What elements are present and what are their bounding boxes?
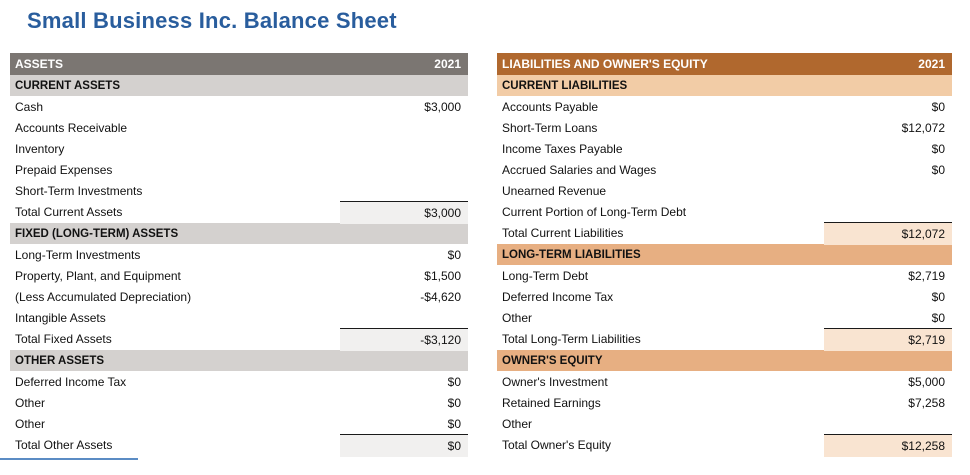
section-header-row — [10, 223, 468, 244]
line-item-label: Long-Term Debt — [502, 268, 589, 283]
line-item-value: $3,000 — [424, 99, 461, 114]
line-item-label: Accounts Payable — [502, 99, 599, 114]
table-header-year: 2021 — [918, 57, 945, 71]
section-header-label: CURRENT ASSETS — [15, 79, 120, 92]
line-item-label: Current Portion of Long-Term Debt — [502, 204, 687, 219]
section-header-row — [10, 75, 468, 96]
section-header-label: OWNER'S EQUITY — [502, 354, 603, 367]
line-item-value: $0 — [931, 141, 945, 156]
total-row — [10, 201, 468, 223]
total-value-cell: -$3,120 — [340, 328, 468, 351]
line-item-label: Intangible Assets — [15, 310, 106, 325]
table-header-label: LIABILITIES AND OWNER'S EQUITY — [502, 57, 708, 71]
page-title: Small Business Inc. Balance Sheet — [27, 8, 397, 33]
line-item-row — [497, 413, 952, 434]
line-item-row — [10, 286, 468, 307]
line-item-row — [497, 138, 952, 159]
total-row — [497, 434, 952, 456]
line-item-label: (Less Accumulated Depreciation) — [15, 289, 192, 304]
total-value-cell: $2,719 — [824, 328, 952, 351]
line-item-row — [10, 96, 468, 117]
line-item-row — [10, 117, 468, 138]
line-item-value: $0 — [931, 162, 945, 177]
section-header-label: OTHER ASSETS — [15, 354, 105, 367]
line-item-row — [10, 159, 468, 180]
total-row-label: Total Fixed Assets — [15, 332, 112, 346]
line-item-value: $0 — [931, 310, 945, 325]
line-item-value: $0 — [447, 374, 461, 389]
line-item-label: Accrued Salaries and Wages — [502, 162, 657, 177]
section-header-row — [497, 75, 952, 96]
section-header-label: FIXED (LONG-TERM) ASSETS — [15, 227, 179, 240]
section-header-label: CURRENT LIABILITIES — [502, 79, 628, 92]
line-item-value: $0 — [931, 99, 945, 114]
line-item-label: Prepaid Expenses — [15, 162, 113, 177]
liabilities-table — [497, 53, 952, 456]
line-item-row — [497, 180, 952, 201]
section-header-label: LONG-TERM LIABILITIES — [502, 248, 641, 261]
line-item-value: $2,719 — [908, 268, 945, 283]
line-item-row — [497, 159, 952, 180]
line-item-label: Retained Earnings — [502, 395, 601, 410]
line-item-row — [497, 96, 952, 117]
line-item-label: Accounts Receivable — [15, 120, 128, 135]
line-item-row — [10, 180, 468, 201]
line-item-row — [10, 138, 468, 159]
total-row-label: Total Current Liabilities — [502, 226, 624, 240]
line-item-row — [497, 117, 952, 138]
line-item-label: Short-Term Loans — [502, 120, 598, 135]
total-row — [10, 434, 468, 456]
line-item-label: Owner's Investment — [502, 374, 608, 389]
line-item-row — [10, 392, 468, 413]
section-header-row — [497, 350, 952, 371]
line-item-value: $0 — [447, 247, 461, 262]
line-item-value: $7,258 — [908, 395, 945, 410]
line-item-label: Short-Term Investments — [15, 183, 143, 198]
line-item-row — [10, 244, 468, 265]
line-item-label: Income Taxes Payable — [502, 141, 623, 156]
line-item-label: Inventory — [15, 141, 65, 156]
table-header-row — [10, 53, 468, 75]
line-item-row — [497, 286, 952, 307]
total-row — [497, 222, 952, 244]
line-item-label: Other — [15, 416, 46, 431]
total-row-label: Total Current Assets — [15, 205, 123, 219]
line-item-value: $0 — [447, 395, 461, 410]
line-item-label: Long-Term Investments — [15, 247, 141, 262]
line-item-value: $12,072 — [901, 120, 945, 135]
total-value-cell: $12,072 — [824, 222, 952, 245]
total-row — [10, 328, 468, 350]
total-value-cell: $12,258 — [824, 434, 952, 457]
line-item-row — [497, 201, 952, 222]
total-value-cell: $0 — [340, 434, 468, 457]
table-header-year: 2021 — [434, 57, 461, 71]
line-item-label: Other — [15, 395, 46, 410]
line-item-value: -$4,620 — [420, 289, 461, 304]
line-item-label: Other — [502, 416, 533, 431]
line-item-row — [497, 307, 952, 328]
line-item-value: $0 — [447, 416, 461, 431]
line-item-label: Other — [502, 310, 533, 325]
total-row-label: Total Other Assets — [15, 438, 113, 452]
line-item-value: $1,500 — [424, 268, 461, 283]
line-item-row — [10, 265, 468, 286]
line-item-row — [497, 392, 952, 413]
total-row — [497, 328, 952, 350]
section-header-row — [497, 244, 952, 265]
line-item-value: $0 — [931, 289, 945, 304]
line-item-label: Cash — [15, 99, 44, 114]
total-row-label: Total Long-Term Liabilities — [502, 332, 641, 346]
section-header-row — [10, 350, 468, 371]
line-item-row — [10, 413, 468, 434]
line-item-label: Property, Plant, and Equipment — [15, 268, 181, 283]
bottom-accent-line — [0, 458, 138, 460]
line-item-row — [497, 265, 952, 286]
total-value-cell: $3,000 — [340, 201, 468, 224]
table-header-label: ASSETS — [15, 57, 64, 71]
line-item-value: $5,000 — [908, 374, 945, 389]
line-item-label: Unearned Revenue — [502, 183, 607, 198]
assets-table — [10, 53, 468, 456]
line-item-label: Deferred Income Tax — [15, 374, 127, 389]
line-item-row — [10, 307, 468, 328]
table-header-row — [497, 53, 952, 75]
line-item-label: Deferred Income Tax — [502, 289, 614, 304]
total-row-label: Total Owner's Equity — [502, 438, 612, 452]
line-item-row — [10, 371, 468, 392]
line-item-row — [497, 371, 952, 392]
